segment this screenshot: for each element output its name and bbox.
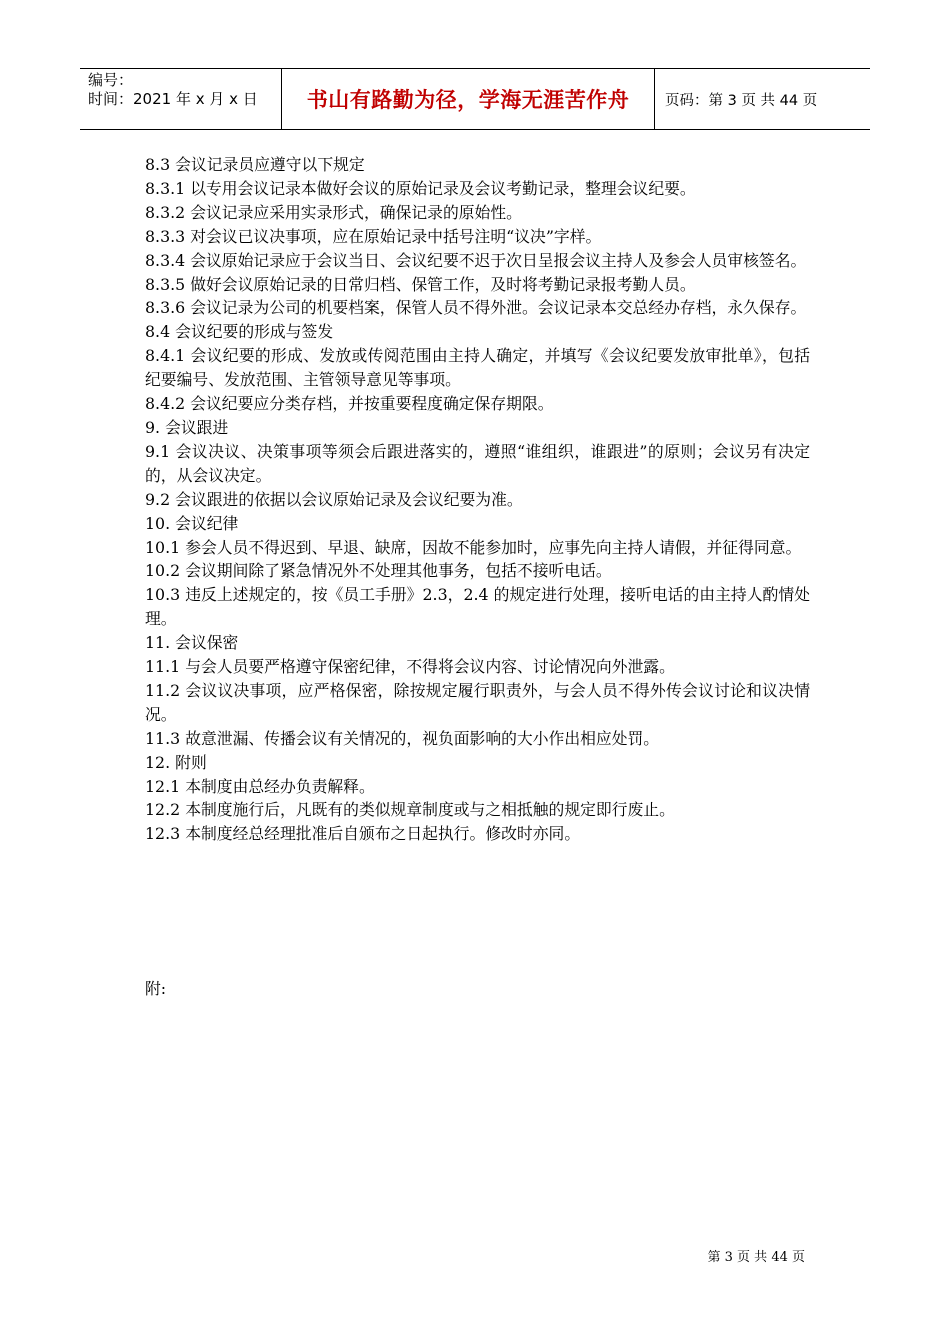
body-paragraph: 12.3 本制度经总经理批准后自颁布之日起执行。修改时亦同。 — [145, 824, 581, 844]
body-paragraph: 8.3.5 做好会议原始记录的日常归档、保管工作，及时将考勤记录报考勤人员。 — [145, 274, 696, 294]
body-paragraph: 12. 附则 — [145, 752, 207, 772]
body-paragraph: 11.2 会议议决事项，应严格保密，除按规定履行职责外，与会人员不得外传会议讨论和议决情况。 — [145, 680, 810, 724]
document-body — [145, 153, 810, 846]
body-paragraph: 8.3.3 对会议已议决事项，应在原始记录中括号注明“议决”字样。 — [145, 226, 602, 246]
body-paragraph: 8.4.2 会议纪要应分类存档，并按重要程度确定保存期限。 — [145, 394, 554, 414]
body-paragraph: 10.2 会议期间除了紧急情况外不处理其他事务，包括不接听电话。 — [145, 561, 612, 581]
body-paragraph: 10. 会议纪律 — [145, 513, 239, 533]
body-paragraph: 9.2 会议跟进的依据以会议原始记录及会议纪要为准。 — [145, 489, 523, 509]
body-paragraph: 8.4.1 会议纪要的形成、发放或传阅范围由主持人确定，并填写《会议纪要发放审批单》，包括纪要编号、发放范围、主管领导意见等事项。 — [145, 346, 810, 390]
document-code-label: 编号： — [88, 71, 134, 89]
body-paragraph: 8.3.6 会议记录为公司的机要档案，保管人员不得外泄。会议记录本交总经办存档，永久保存。 — [145, 298, 807, 318]
body-paragraph: 8.3.2 会议记录应采用实录形式，确保记录的原始性。 — [145, 202, 522, 222]
header-meta — [80, 69, 282, 129]
body-paragraph: 11. 会议保密 — [145, 633, 239, 653]
attachment-label: 附: — [145, 979, 167, 998]
body-paragraph: 9.1 会议决议、决策事项等须会后跟进落实的，遵照“谁组织，谁跟进”的原则；会议另有决定的，从会议决定。 — [145, 441, 810, 485]
body-paragraph: 9. 会议跟进 — [145, 417, 229, 437]
body-paragraph: 8.4 会议纪要的形成与签发 — [145, 322, 334, 342]
body-paragraph: 8.3.1 以专用会议记录本做好会议的原始记录及会议考勤记录，整理会议纪要。 — [145, 178, 696, 198]
body-paragraph: 11.1 与会人员要严格遵守保密纪律，不得将会议内容、讨论情况向外泄露。 — [145, 657, 675, 677]
body-paragraph: 10.3 违反上述规定的，按《员工手册》2.3，2.4 的规定进行处理，接听电话的由主持人酌情处理。 — [145, 585, 810, 629]
body-paragraph: 12.1 本制度由总经办负责解释。 — [145, 776, 375, 796]
document-date: 时间：2021 年 x 月 x 日 — [88, 90, 258, 108]
header-motto: 书山有路勤为径，学海无涯苦作舟 — [282, 69, 655, 129]
body-paragraph: 12.2 本制度施行后，凡既有的类似规章制度或与之相抵触的规定即行废止。 — [145, 800, 675, 820]
header-page-number: 页码：第 3 页 共 44 页 — [665, 92, 818, 109]
body-paragraph: 10.1 参会人员不得迟到、早退、缺席，因故不能参加时，应事先向主持人请假，并征得同意。 — [145, 537, 802, 557]
body-paragraph: 8.3.4 会议原始记录应于会议当日、会议纪要不迟于次日呈报会议主持人及参会人员审核签名。 — [145, 250, 807, 270]
body-paragraph: 11.3 故意泄漏、传播会议有关情况的，视负面影响的大小作出相应处罚。 — [145, 728, 660, 748]
footer-page-number: 第 3 页 共 44 页 — [707, 1250, 805, 1265]
page-header — [80, 68, 870, 130]
body-paragraph: 8.3 会议记录员应遵守以下规定 — [145, 155, 365, 174]
